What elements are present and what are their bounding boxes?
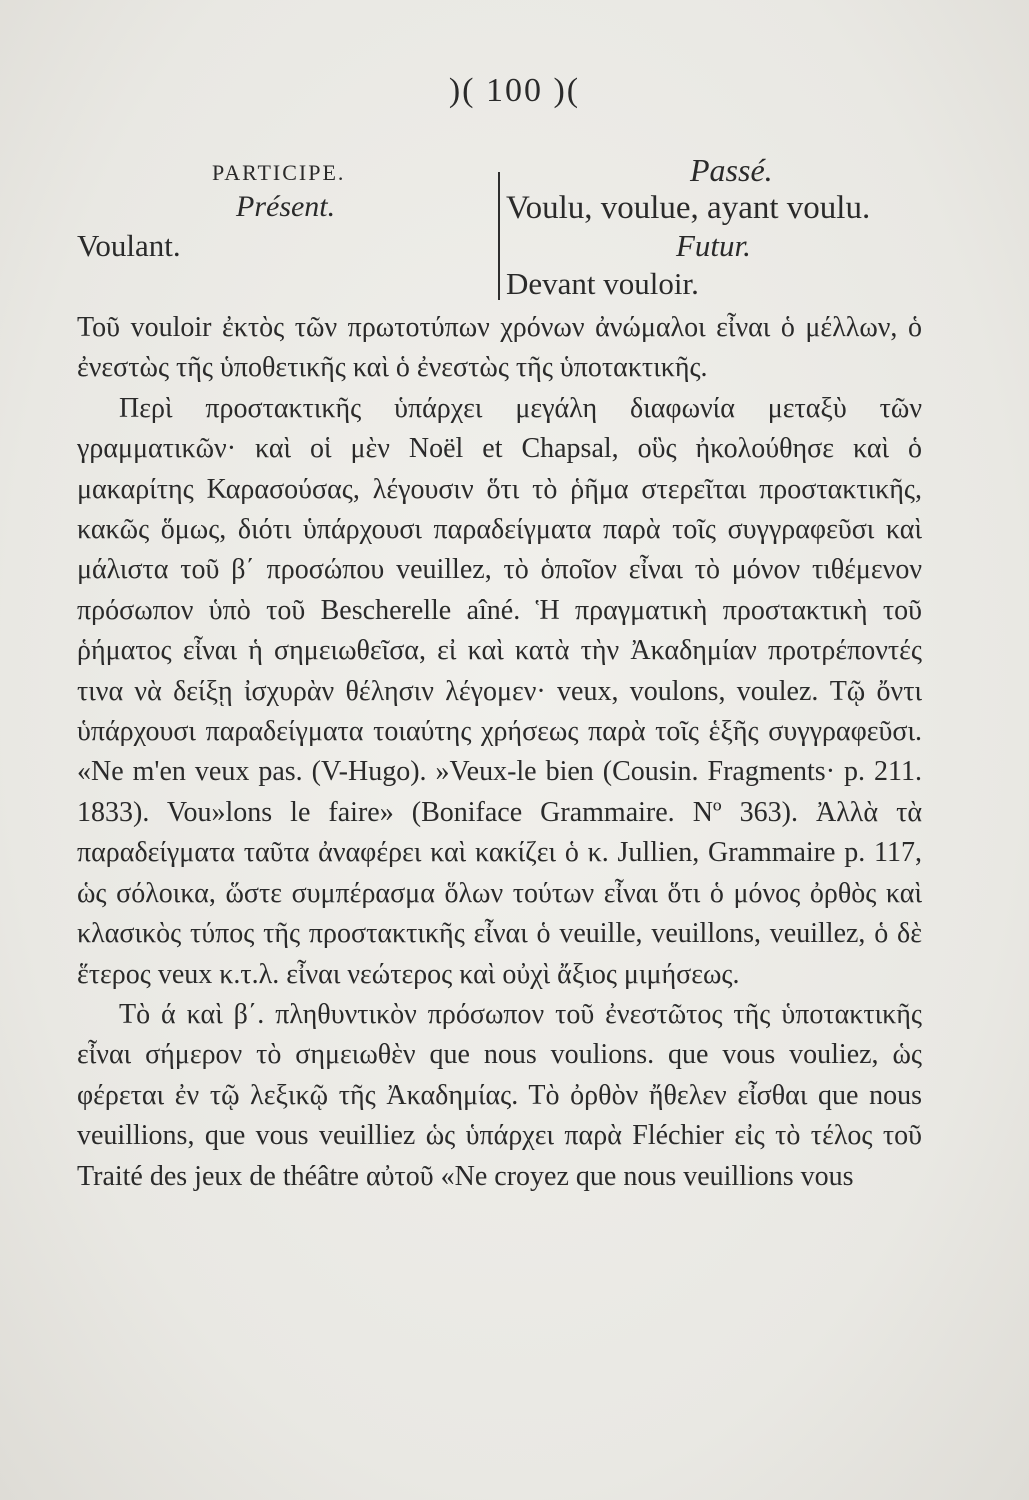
present-value: Voulant. xyxy=(77,228,181,263)
future-value: Devant vouloir. xyxy=(506,266,699,301)
past-value: Voulu, voulue, ayant voulu. xyxy=(506,190,871,226)
past-label: Passé. xyxy=(690,152,773,188)
paragraph-subjunctive: Τὸ ά καὶ β΄. πληθυντικὸν πρόσωπον τοῦ ἐνεστῶτος τῆς ὑποτακτικῆς εἶναι σήμερον τὸ σημειωθὲν que nous voulions. que vous vouliez, ὡς φέρεται ἐν τῷ λεξικῷ τῆς Ἀκαδημίας. Τὸ ὀρθὸν ἤθελεν εἶσθαι que nous veuillions, que vous veuilliez ὡς ὑπάρχει παρὰ Fléchier εἰς τὸ τέλος τοῦ Traité des jeux de théâtre αὐτοῦ «Ne croyez que nous veuillions vous xyxy=(77,998,922,1192)
paragraph-imperative: Περὶ προστακτικῆς ὑπάρχει μεγάλη διαφωνία μεταξὺ τῶν γραμματικῶν· καὶ οἱ μὲν Noël et Chapsal, οὓς ἠκολούθησε καὶ ὁ μακαρίτης Καρασούσας, λέγουσιν ὅτι τὸ ῥῆμα στερεῖται προστακτικῆς, κακῶς ὅμως, διότι ὑπάρχουσι παραδείγματα παρὰ τοῖς συγγραφεῦσι καὶ μάλιστα τοῦ β΄ προσώπου veuillez, τὸ ὁποῖον εἶναι τὸ μόνον τιθέμενον πρόσωπον ὑπὸ τοῦ Bescherelle aîné. Ἡ πραγματικὴ προστακτικὴ τοῦ ῥήματος εἶναι ἡ σημειωθεῖσα, εἰ καὶ κατὰ τὴν Ἀκαδημίαν προτρέποντές τινα νὰ δείξῃ ἰσχυρὰν θέλησιν λέγομεν· veux, voulons, voulez. Τῷ ὄντι ὑπάρχουσι παραδείγματα τοιαύτης χρήσεως παρὰ τοῖς ἑξῆς συγγραφεῦσι. «Ne m'en veux pas. (V-Hugo). »Veux-le bien (Cousin. Fragments· p. 211. 1833). Vou»lons le faire» (Boniface Grammaire. Nº 363). Ἀλλὰ τὰ παραδείγματα ταῦτα ἀναφέρει καὶ κακίζει ὁ κ. Jullien, Grammaire p. 117, ὡς σόλοικα, ὥστε συμπέρασμα ὅλων τούτων εἶναι ὅτι ὁ μόνος ὀρθὸς καὶ κλασικὸς τύπος τῆς προστακτικῆς εἶναι ὁ veuille, veuillons, veuillez, ὁ δὲ ἕτερος veux κ.τ.λ. εἶναι νεώτερος καὶ οὐχὶ ἄξιος μιμήσεως. xyxy=(77,392,922,990)
paragraph-irregular-tenses: Τοῦ vouloir ἐκτὸς τῶν πρωτοτύπων χρόνων ἀνώμαλοι εἶναι ὁ μέλλων, ὁ ἐνεστὼς τῆς ὑποθετικῆς καὶ ὁ ἐνεστὼς τῆς ὑποτακτικῆς. xyxy=(77,312,922,384)
column-divider xyxy=(498,172,500,300)
body-text xyxy=(77,308,922,1197)
future-label: Futur. xyxy=(676,228,751,263)
participle-heading: PARTICIPE. xyxy=(212,160,346,185)
present-label: Présent. xyxy=(236,190,336,223)
page-number: )( 100 )( xyxy=(448,72,581,109)
